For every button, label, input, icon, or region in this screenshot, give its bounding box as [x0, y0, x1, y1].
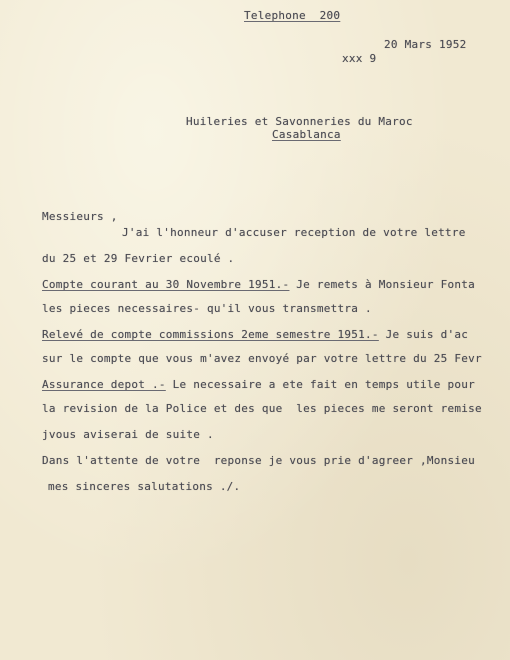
- deposit-insurance-heading: Assurance depot .-: [42, 378, 166, 391]
- commission-statement-heading: Relevé de compte commissions 2eme semestre 1951.-: [42, 328, 379, 341]
- paragraph-deposit-insurance: [42, 378, 475, 391]
- commission-statement-line-2: sur le compte que vous m'avez envoyé par votre lettre du 25 Fevr: [42, 352, 482, 365]
- paragraph-commission-statement: [42, 328, 468, 341]
- current-account-line-2: les pieces necessaires- qu'il vous transmettra .: [42, 302, 372, 315]
- closing-line-1: Dans l'attente de votre reponse je vous prie d'agreer ,Monsieu: [42, 454, 475, 467]
- deposit-insurance-line-2: la revision de la Police et des que les pieces me seront remise: [42, 402, 482, 415]
- current-account-text: Je remets à Monsieur Fonta: [289, 278, 475, 291]
- deposit-insurance-text: Le necessaire a ete fait en temps utile pour: [165, 378, 475, 391]
- salutation: Messieurs ,: [42, 210, 118, 223]
- recipient-city: Casablanca: [272, 128, 341, 141]
- telephone-line: Telephone 200: [244, 9, 341, 22]
- reference-code: xxx 9: [342, 52, 377, 65]
- paragraph-current-account: [42, 278, 475, 291]
- commission-statement-text: Je suis d'ac: [378, 328, 469, 341]
- deposit-insurance-line-3: jvous aviserai de suite .: [42, 428, 214, 441]
- letter-date: 20 Mars 1952: [384, 38, 467, 51]
- current-account-heading: Compte courant au 30 Novembre 1951.-: [42, 278, 290, 291]
- closing-line-2: mes sinceres salutations ./.: [48, 480, 241, 493]
- recipient-name: Huileries et Savonneries du Maroc: [186, 115, 413, 128]
- intro-line-2: du 25 et 29 Fevrier ecoulé .: [42, 252, 235, 265]
- intro-line-1: J'ai l'honneur d'accuser reception de votre lettre: [122, 226, 466, 239]
